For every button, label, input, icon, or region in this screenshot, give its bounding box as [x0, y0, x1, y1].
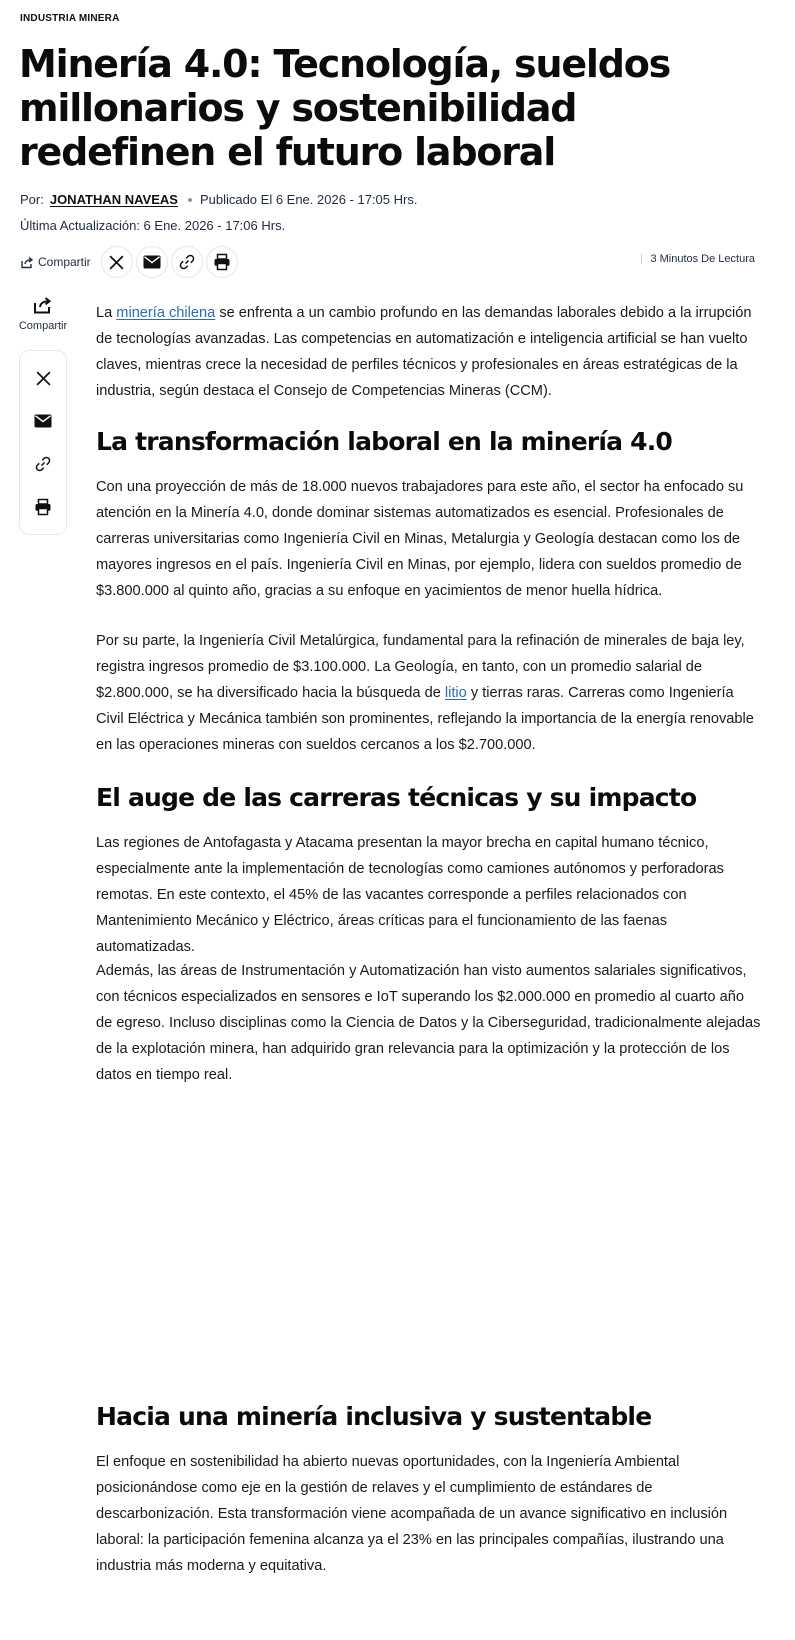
published-date: Publicado El 6 Ene. 2026 - 17:05 Hrs. [199, 192, 418, 207]
side-share-copy-link-button[interactable] [27, 448, 59, 480]
print-icon [34, 498, 52, 516]
byline [20, 192, 417, 207]
article-paragraph [96, 628, 761, 758]
paragraph-text: y tierras raras. Carreras como Ingeniería Civil Eléctrica y Mecánica también son prominentes, reflejando la importancia de la energía renovable en las operaciones mineras con sueldos cercanos a los $2.700.000. [96, 685, 754, 753]
paragraph-text: se enfrenta a un cambio profundo en las demandas laborales debido a la irrupción de tecnologías avanzadas. Las competencias en automatización e inteligencia artificial se han vuelto claves, mientras crece la necesidad de perfiles técnicos y profesionales en áreas estratégicas de la industria, según destaca el Consejo de Competencias Mineras (CCM). [96, 305, 752, 399]
read-time [641, 253, 755, 265]
updated-date: Última Actualización: 6 Ene. 2026 - 17:06 Hrs. [20, 218, 286, 233]
author-link[interactable]: JONATHAN NAVEAS [49, 192, 178, 207]
paragraph-text: Por su parte, la Ingeniería Civil Metalúrgica, fundamental para la refinación de minerales de baja ley, registra ingresos promedio de $3.100.000. La Geología, en tanto, con un promedio salarial de $2.800.000, se ha diversificado hacia la búsqueda de [96, 633, 745, 701]
section-heading: Hacia una minería inclusiva y sustentable [96, 1402, 652, 1431]
link-icon [34, 455, 52, 473]
litio-link[interactable]: litio [444, 685, 467, 701]
email-icon [34, 414, 52, 428]
article-paragraph: El enfoque en sostenibilidad ha abierto nuevas oportunidades, con la Ingeniería Ambiental posicionándose como eje en la gestión de relaves y el cumplimiento de estándares de descarbonización. Esta transformación viene acompañada de un avance significativo en inclusión laboral: la participación femenina alcanza ya el 23% en las principales compañías, ilustrando una industria más moderna y equitativa. [96, 1454, 728, 1574]
byline-por-label: Por: [20, 192, 44, 207]
share-copy-link-button[interactable] [171, 246, 203, 278]
article-headline: Minería 4.0: Tecnología, sueldos millonarios y sostenibilidad redefinen el futuro laboral [19, 42, 671, 174]
article-paragraph [96, 300, 761, 404]
share-icon [20, 256, 34, 269]
share-label: Compartir [38, 255, 91, 269]
article-paragraph: Las regiones de Antofagasta y Atacama presentan la mayor brecha en capital humano técnico, especialmente ante la implementación de tecnologías como camiones autónomos y perforadoras remotas. En este contexto, el 45% de las vacantes corresponde a perfiles relacionados con Mantenimiento Mecánico y Eléctrico, áreas críticas para el funcionamiento de las faenas automatizadas. [96, 835, 724, 955]
print-icon [213, 253, 231, 271]
side-share-panel [19, 350, 67, 535]
side-share-email-button[interactable] [27, 405, 59, 437]
email-icon [143, 255, 161, 269]
side-share-label: Compartir [18, 320, 68, 332]
byline-separator-dot [188, 198, 192, 202]
article-paragraph: Además, las áreas de Instrumentación y Automatización han visto aumentos salariales significativos, con técnicos especializados en sensores e IoT superando los $2.000.000 en promedio al cuarto año de egreso. Incluso disciplinas como la Ciencia de Datos y la Ciberseguridad, tradicionalmente alejadas de la explotación minera, han adquirido gran relevancia para la optimización y la protección de los datos en tiempo real. [96, 963, 761, 1083]
share-icon [33, 296, 53, 314]
side-share-x-button[interactable] [27, 362, 59, 394]
section-heading: El auge de las carreras técnicas y su impacto [96, 783, 697, 812]
share-x-button[interactable] [101, 246, 133, 278]
side-share-print-button[interactable] [27, 491, 59, 523]
section-heading: La transformación laboral en la minería 4.0 [96, 427, 673, 456]
read-time-label: 3 Minutos De Lectura [650, 253, 755, 265]
share-bar [20, 246, 241, 278]
mineria-chilena-link[interactable]: minería chilena [116, 305, 216, 321]
share-button[interactable] [20, 255, 91, 269]
article-paragraph: Con una proyección de más de 18.000 nuevos trabajadores para este año, el sector ha enfocado su atención en la Minería 4.0, donde dominar sistemas automatizados es esencial. Profesionales de carreras universitarias como Ingeniería Civil en Minas, Metalurgia y Geología destacan como los de mayores ingresos en el país. Ingeniería Civil en Minas, por ejemplo, lidera con sueldos promedio de $3.800.000 al quinto año, gracias a su enfoque en yacimientos de menor huella hídrica. [96, 479, 744, 599]
x-icon [108, 254, 125, 271]
link-icon [178, 253, 196, 271]
share-email-button[interactable] [136, 246, 168, 278]
x-icon [35, 370, 52, 387]
section-kicker[interactable]: INDUSTRIA MINERA [20, 13, 120, 24]
share-print-button[interactable] [206, 246, 238, 278]
paragraph-text: La [96, 305, 117, 321]
read-time-divider [641, 254, 642, 264]
side-share-button[interactable] [20, 296, 66, 332]
